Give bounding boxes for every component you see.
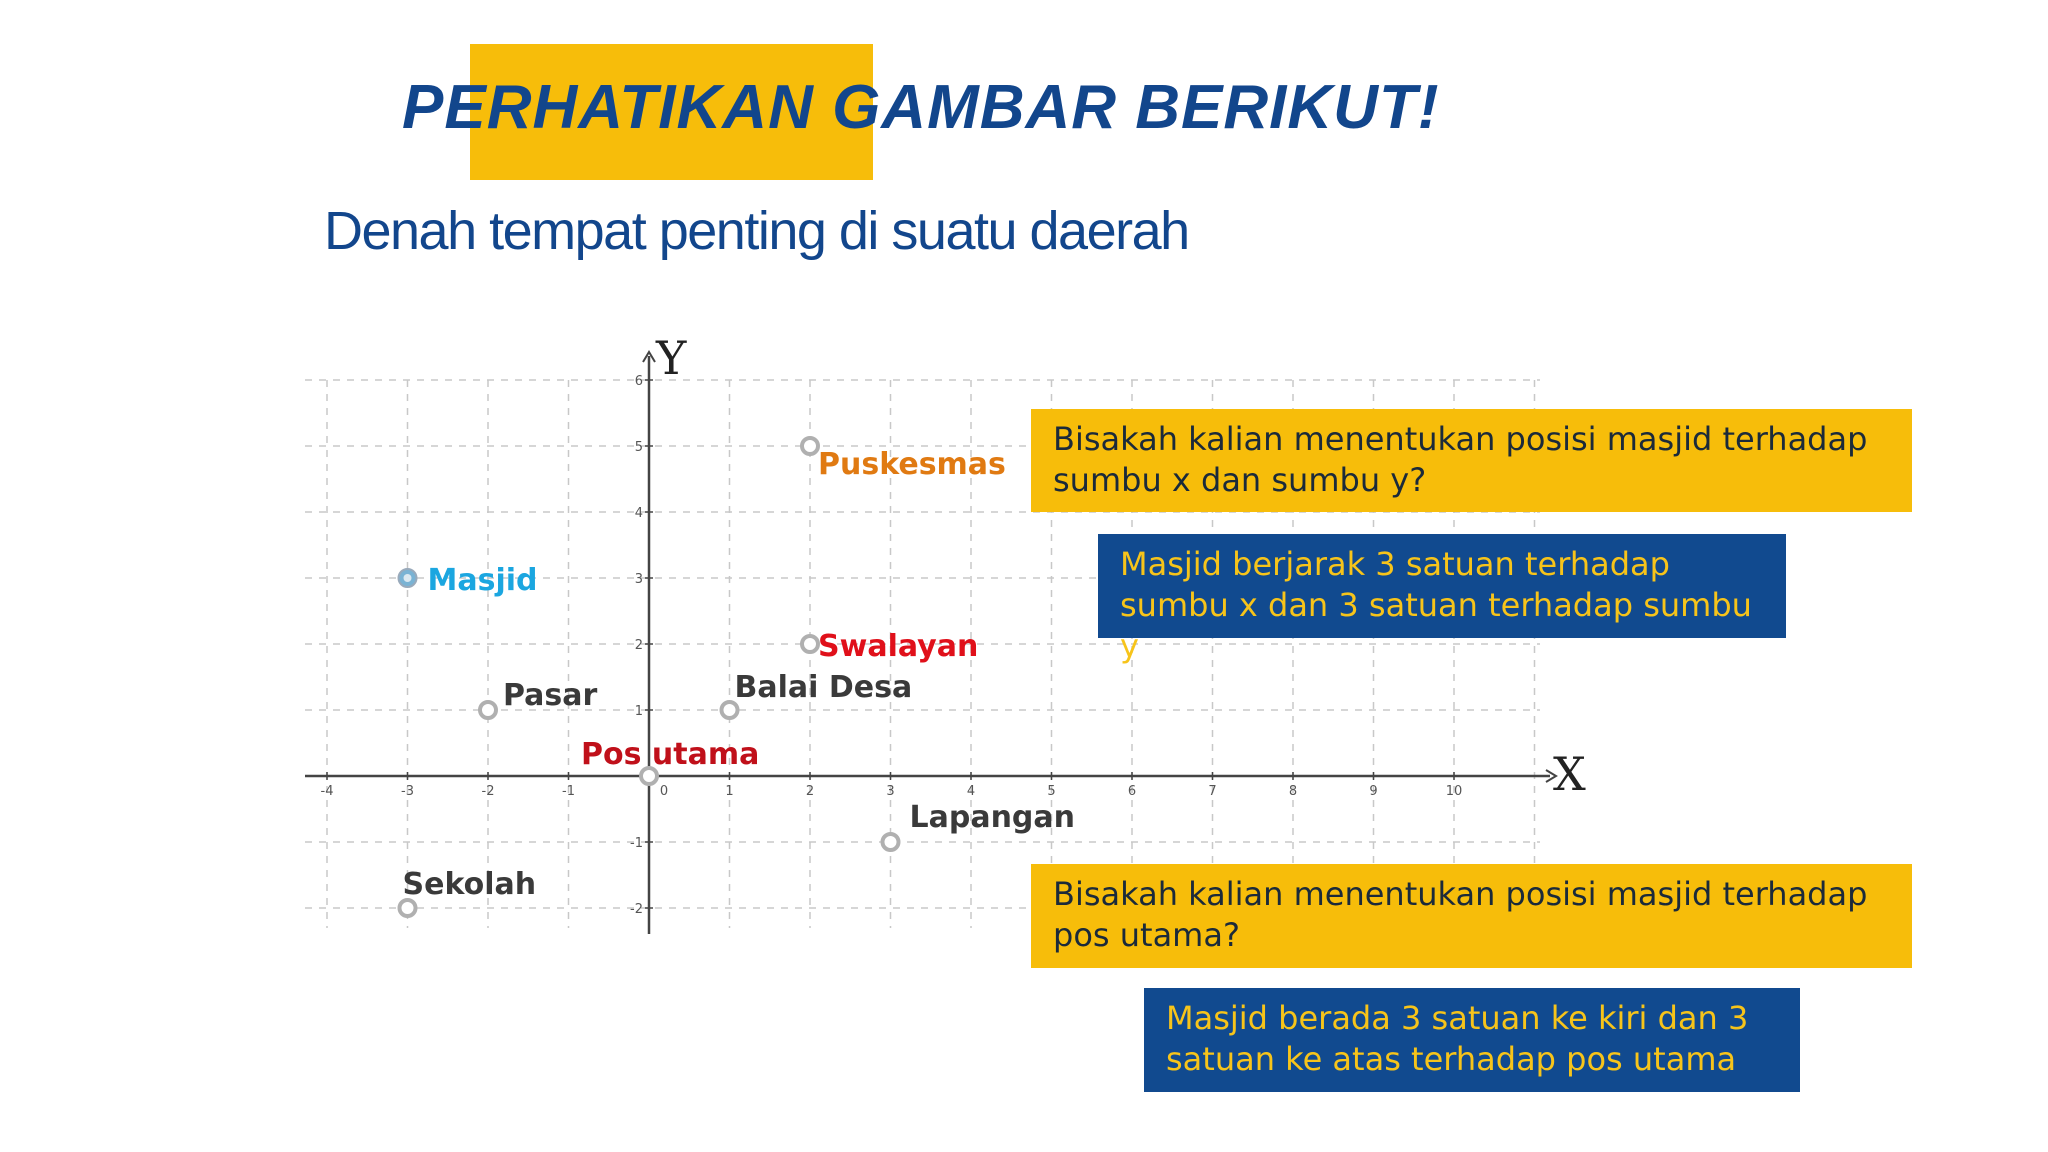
x-tick-label: -4 [320,784,334,799]
marker-pasar [480,702,496,718]
y-tick-label: 4 [634,506,643,521]
x-tick-label: 1 [725,784,734,799]
answer-1-text: Masjid berjarak 3 satuan terhadap sumbu x dan 3 satuan terhadap sumbu y [1120,545,1752,665]
y-axis-label: Y [656,331,687,385]
x-tick-label: 3 [886,784,895,799]
label-pasar: Pasar [503,678,598,713]
x-tick-label: 5 [1047,784,1056,799]
question-box-1 [1031,409,1912,512]
label-pos-utama: Pos utama [581,737,760,772]
y-tick-label: 3 [634,572,643,587]
x-tick-label: 9 [1369,784,1378,799]
answer-2-text: Masjid berada 3 satuan ke kiri dan 3 satuan ke atas terhadap pos utama [1166,999,1749,1078]
x-tick-label: 10 [1445,784,1463,799]
label-lapangan: Lapangan [909,800,1076,835]
y-tick-label: 6 [634,374,643,389]
label-balai-desa: Balai Desa [734,670,913,705]
page-subtitle: Denah tempat penting di suatu daerah [324,201,1189,261]
y-tick-label: 1 [634,704,643,719]
question-box-2 [1031,864,1912,968]
x-tick-label: 7 [1208,784,1217,799]
x-axis-label: X [1553,747,1586,801]
y-tick-label: -1 [630,836,643,851]
answer-box-2 [1144,988,1800,1092]
x-tick-label: -2 [481,784,495,799]
x-tick-label: 8 [1288,784,1298,799]
question-2-text: Bisakah kalian menentukan posisi masjid terhadap pos utama? [1053,875,1868,954]
y-tick-label: 2 [634,638,643,653]
y-tick-label: -2 [630,902,643,917]
label-puskesmas: Puskesmas [818,447,1006,482]
label-sekolah: Sekolah [402,867,537,902]
label-swalayan: Swalayan [818,629,979,664]
x-tick-label: 6 [1127,784,1137,799]
marker-swalayan [802,636,818,652]
x-tick-label: 0 [659,784,669,799]
page-title: PERHATIKAN GAMBAR BERIKUT! [402,73,1440,142]
label-masjid: Masjid [427,563,538,598]
x-tick-label: -3 [401,784,414,799]
marker-lapangan [883,834,899,850]
marker-sekolah [400,900,416,916]
x-tick-label: 2 [805,784,815,799]
y-tick-label: 5 [634,440,643,455]
marker-puskesmas [802,438,818,454]
x-tick-label: 4 [966,784,976,799]
question-1-text: Bisakah kalian menentukan posisi masjid terhadap sumbu x dan sumbu y? [1053,420,1868,499]
x-tick-label: -1 [562,784,575,799]
marker-center-masjid [404,574,412,582]
answer-box-1 [1098,534,1786,665]
